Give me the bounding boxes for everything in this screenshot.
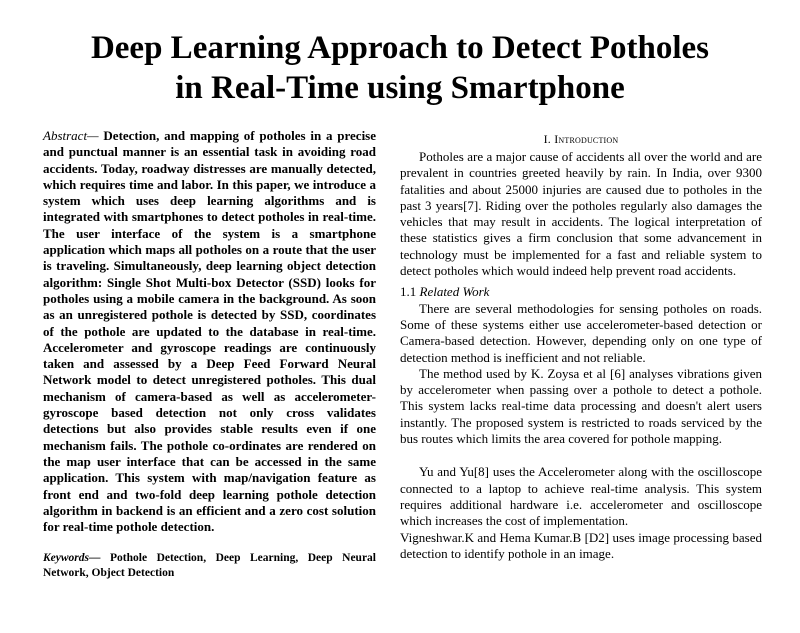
paper-title bbox=[0, 28, 800, 108]
keywords-label: Keywords— bbox=[43, 552, 101, 565]
title-line-2: in Real-Time using Smartphone bbox=[175, 70, 625, 106]
related-work-paragraph-3: Yu and Yu[8] uses the Accelerometer along with the oscilloscope connected to a laptop to achieve real-time analysis. This system requires additional hardware i.e. accelerometer and oscilloscope which increases the cost of implementation. bbox=[400, 464, 762, 529]
subsection-number: 1.1 bbox=[400, 284, 417, 300]
abstract-text: Detection, and mapping of potholes in a precise and punctual manner is an essential task in avoiding road accidents. Today, roadway distresses are manually detected, which requires time and labor. In this paper, we introduce a system which uses deep learning algorithms and is integrated with smartphones to detect potholes in real-time. The user interface of the system is a smartphone application which maps all potholes on a route that the user is traveling. Simultaneously, deep learning object detection algorithm: Single Shot Multi-box Detector (SSD) looks for potholes using a mobile camera in the background. As soon as an unregistered pothole is detected by SSD, coordinates of the pothole are updated to the database in real-time. Accelerometer and gyroscope readings are continuously taken and assessed by a Deep Feed Forward Neural Network model to detect unregistered potholes. This dual mechanism of camera-based as well as accelerometer-gyroscope based detection not only cross validates detections but also provides stable results even if one mechanism fails. The pothole co-ordinates are rendered on the map user interface that can be accessed in the same application. This system with map/navigation feature as front end and two-fold deep learning pothole detection algorithm in backend is an efficient and a zero cost solution for real-time pothole detection. bbox=[43, 128, 377, 535]
keywords-text: Pothole Detection, Deep Learning, Deep Neural Network, Object Detection bbox=[43, 552, 376, 579]
title-line-1: Deep Learning Approach to Detect Potholes bbox=[90, 30, 710, 66]
left-column bbox=[43, 128, 376, 580]
intro-paragraph: Potholes are a major cause of accidents all over the world and are prevalent in countries greeted heavily by rain. In India, over 9300 fatalities and about 25000 injuries are caused due to potholes in the past 3 years[7]. Riding over the potholes regularly also damages the vehicles that may result in accidents. The logical interpretation of these statistics gives a firm conclusion that some advancement in technology must be implemented for a fast and reliable system to detect potholes which would indeed help prevent road accidents. bbox=[400, 149, 762, 279]
subsection-title: Related Work bbox=[419, 284, 490, 300]
related-work-paragraph-4: Vigneshwar.K and Hema Kumar.B [D2] uses image processing based detection to identify pothole in an image. bbox=[400, 529, 762, 561]
related-work-paragraph-2: The method used by K. Zoysa et al [6] analyses vibrations given by accelerometer when passing over a pothole to detect a pothole. This system lacks real-time data processing and doesn't alert users instantly. The proposed system is restricted to roads serviced by the bus routes which limits the area covered for pothole mapping. bbox=[400, 365, 762, 447]
related-work-paragraph-1: There are several methodologies for sensing potholes on roads. Some of these systems either use accelerometer-based detection or Camera-based detection. However, depending only on one type of detection method is inefficient and not reliable. bbox=[400, 300, 762, 365]
keywords bbox=[43, 551, 376, 580]
abstract-label: Abstract— bbox=[43, 128, 99, 143]
right-column bbox=[400, 128, 762, 562]
abstract bbox=[43, 128, 376, 535]
section-heading-introduction: I. Introduction bbox=[543, 132, 619, 146]
subsection-heading-related-work bbox=[400, 284, 762, 300]
